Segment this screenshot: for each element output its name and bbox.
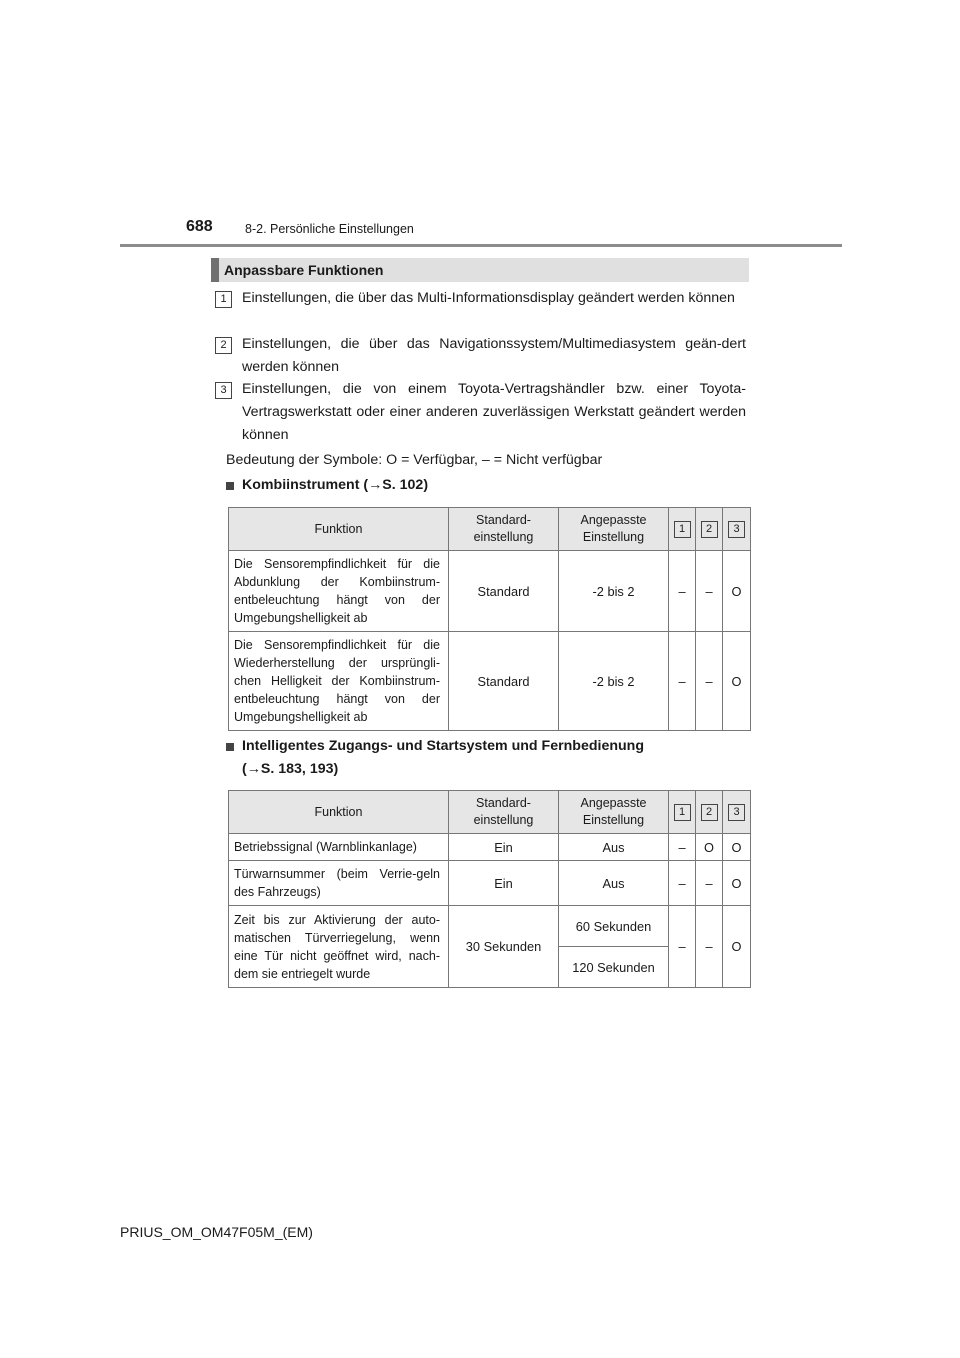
- header-angepasst: Angepasste Einstellung: [559, 791, 669, 834]
- cell-col-2: –: [696, 861, 723, 906]
- legend-text-2: Einstellungen, die über das Navigationssystem/Multimediasystem geän-dert werden können: [242, 336, 746, 375]
- cell-col-2: –: [696, 906, 723, 988]
- table-row: [229, 861, 751, 906]
- table-header-row: [229, 508, 751, 551]
- square-bullet-icon: [226, 743, 234, 751]
- cell-col-3: O: [723, 861, 751, 906]
- cell-standard: Standard: [449, 551, 559, 632]
- cell-angepasst-option-2: 120 Sekunden: [559, 947, 669, 988]
- symbols-note: Bedeutung der Symbole: O = Verfügbar, – = Nicht verfügbar: [226, 452, 603, 468]
- cell-standard: Ein: [449, 834, 559, 861]
- cell-standard: Standard: [449, 632, 559, 731]
- cell-col-1: –: [669, 551, 696, 632]
- square-bullet-icon: [226, 482, 234, 490]
- cell-angepasst: -2 bis 2: [559, 551, 669, 632]
- header-col-3: 3: [723, 791, 751, 834]
- legend-text-3: Einstellungen, die von einem Toyota-Vertragshändler bzw. einer Toyota-Vertragswerkstatt oder einer anderen zuverlässigen Werkstatt geändert werden können: [242, 381, 746, 443]
- legend-text-1: Einstellungen, die über das Multi-Informationsdisplay geändert werden können: [242, 290, 735, 306]
- legend-badge-2: 2: [215, 337, 232, 354]
- subsection-heading-kombiinstrument: Kombiinstrument (→S. 102): [242, 477, 429, 493]
- header-col-1: 1: [669, 791, 696, 834]
- cell-col-2: O: [696, 834, 723, 861]
- cell-funktion: Betriebssignal (Warnblinkanlage): [229, 834, 449, 861]
- cell-angepasst: -2 bis 2: [559, 632, 669, 731]
- cell-col-2: –: [696, 632, 723, 731]
- cell-col-3: O: [723, 632, 751, 731]
- legend-badge-1: 1: [215, 291, 232, 308]
- cell-standard: Ein: [449, 861, 559, 906]
- header-col-2: 2: [696, 791, 723, 834]
- header-funktion: Funktion: [229, 508, 449, 551]
- cell-funktion: Türwarnsummer (beim Verrie-geln des Fahrzeugs): [229, 861, 449, 906]
- header-standard: Standard- einstellung: [449, 791, 559, 834]
- cell-col-3: O: [723, 551, 751, 632]
- cell-angepasst-option-1: 60 Sekunden: [559, 906, 669, 947]
- cell-col-1: –: [669, 632, 696, 731]
- cell-angepasst: Aus: [559, 861, 669, 906]
- cell-col-2: –: [696, 551, 723, 632]
- header-col-1: 1: [669, 508, 696, 551]
- header-angepasst: Angepasste Einstellung: [559, 508, 669, 551]
- subsection-heading-zugangssystem-ref: (→S. 183, 193): [242, 761, 339, 777]
- cell-angepasst: Aus: [559, 834, 669, 861]
- cell-col-3: O: [723, 906, 751, 988]
- header-col-2: 2: [696, 508, 723, 551]
- footer-document-id: PRIUS_OM_OM47F05M_(EM): [120, 1224, 313, 1240]
- subsection-heading-zugangssystem: Intelligentes Zugangs- und Startsystem und Fernbedienung: [242, 738, 645, 754]
- legend-badge-3: 3: [215, 382, 232, 399]
- cell-col-1: –: [669, 861, 696, 906]
- table-header-row: [229, 791, 751, 834]
- page-number: 688: [186, 218, 213, 235]
- header-standard: Standard- einstellung: [449, 508, 559, 551]
- cell-standard: 30 Sekunden: [449, 906, 559, 988]
- cell-col-1: –: [669, 834, 696, 861]
- table-kombiinstrument: [228, 507, 751, 731]
- table-row: [229, 906, 751, 947]
- cell-funktion: Die Sensorempfindlichkeit für die Wiederherstellung der ursprüngli-chen Helligkeit der Kombiinstrum-entbeleuchtung hängt von der Umgebungshelligkeit ab: [229, 632, 449, 731]
- section-label: 8-2. Persönliche Einstellungen: [245, 222, 414, 236]
- cell-col-1: –: [669, 906, 696, 988]
- table-zugangssystem: [228, 790, 751, 988]
- table-row: [229, 551, 751, 632]
- section-title: Anpassbare Funktionen: [224, 262, 384, 278]
- header-funktion: Funktion: [229, 791, 449, 834]
- table-row: [229, 834, 751, 861]
- cell-funktion: Die Sensorempfindlichkeit für die Abdunklung der Kombiinstrum-entbeleuchtung hängt von der Umgebungshelligkeit ab: [229, 551, 449, 632]
- cell-col-3: O: [723, 834, 751, 861]
- cell-funktion: Zeit bis zur Aktivierung der auto-matischen Türverriegelung, wenn eine Tür nicht geöffnet wird, nach-dem sie entriegelt wurde: [229, 906, 449, 988]
- header-rule: [120, 244, 842, 247]
- header-col-3: 3: [723, 508, 751, 551]
- table-row: [229, 632, 751, 731]
